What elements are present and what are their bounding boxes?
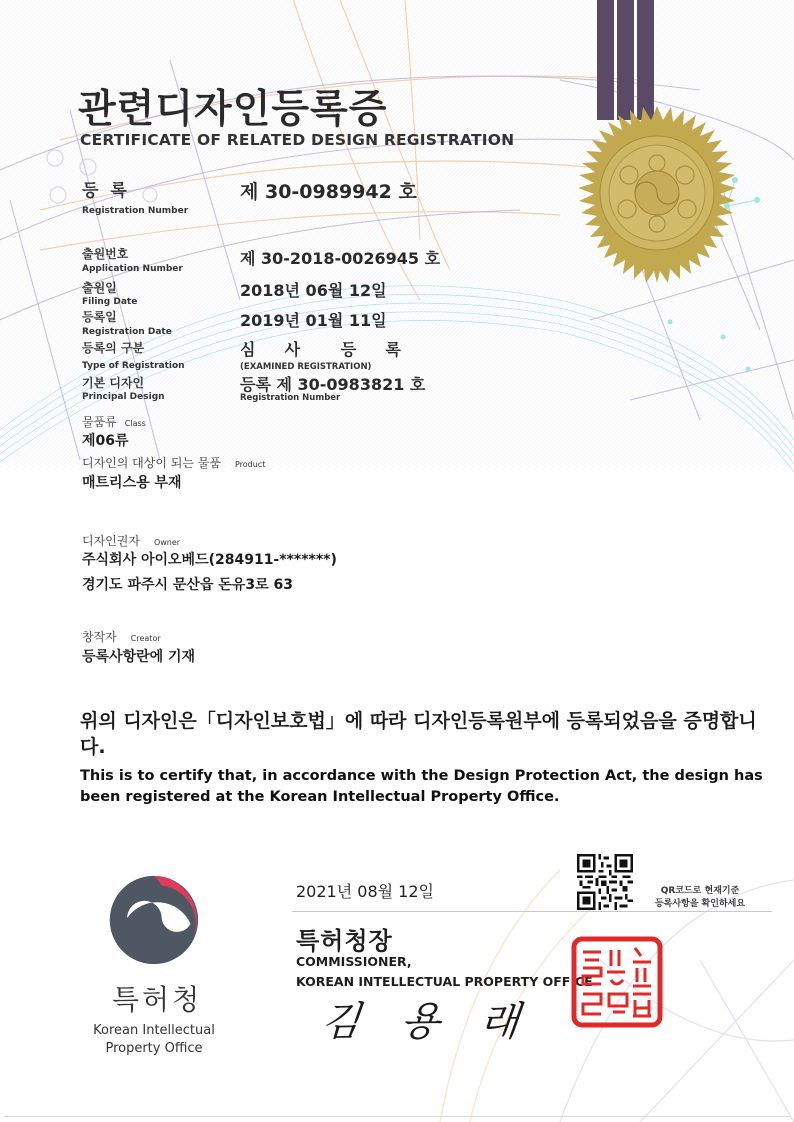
owner-label-en: Owner [153,538,181,547]
qr-code-icon[interactable] [577,854,633,910]
product-label [82,452,265,471]
owner-label-ko: 디자인권자 [82,534,140,548]
registration-date-value: 2019년 01월 11일 [240,311,387,330]
qr-text-line1: QR코드로 현재기준 [660,886,740,896]
signature-divider [292,911,772,912]
creator-label [82,626,161,645]
kipo-name-en: Korean Intellectual Property Office [93,1023,215,1056]
owner-label [82,530,180,549]
issue-date: 2021년 08월 12일 [296,882,434,901]
owner-name: 주식회사 아이오베드(284911-*******) [82,552,337,568]
commissioner-title-ko: 특허청장 [296,927,393,955]
application-number-label-en: Application Number [82,264,183,274]
filing-date-label-en: Filing Date [82,297,138,307]
commissioner-signature: 김 용 래 [319,999,536,1045]
registration-type-label-en: Type of Registration [82,361,185,371]
registration-date-label-en: Registration Date [82,327,172,337]
principal-design-value: 등록 제 30-0983821 호 [240,375,426,394]
product-label-en: Product [234,460,266,469]
product-value: 매트리스용 부재 [82,475,182,491]
certificate-title-en: CERTIFICATE OF RELATED DESIGN REGISTRATION [80,131,515,149]
owner-address: 경기도 파주시 문산읍 돈유3로 63 [82,577,294,593]
page-bottom-edge [4,1116,790,1117]
office-name-en: KOREAN INTELLECTUAL PROPERTY OFFICE [296,974,593,989]
qr-instructions [638,885,762,911]
creator-label-en: Creator [130,634,161,643]
kipo-name-ko: 특허청 [112,983,203,1016]
filing-date-value: 2018년 06월 12일 [240,281,387,300]
official-red-seal-icon [571,936,663,1028]
principal-design-sub: Registration Number [240,393,341,403]
class-label [82,411,146,430]
principal-design-label-ko: 기본 디자인 [82,376,145,390]
registration-date-label-ko: 등록일 [82,310,117,324]
qr-text-line2: 등록사항을 확인하세요 [654,899,746,909]
kipo-taegeuk-logo-icon [106,872,202,968]
class-value: 제06류 [82,433,129,449]
application-number-label-ko: 출원번호 [82,247,129,261]
class-label-ko: 물품류 [82,415,117,429]
registration-number: 제 30-0989942 호 [240,181,417,203]
commissioner-title-en: COMMISSIONER, [296,954,412,969]
certification-text-ko: 위의 디자인은「디자인보호법」에 따라 디자인등록원부에 등록되었음을 증명합니다. [80,710,757,758]
creator-label-ko: 창작자 [82,630,117,644]
class-label-en: Class [124,419,146,428]
registration-type-sub: (EXAMINED REGISTRATION) [240,362,372,372]
product-label-ko: 디자인의 대상이 되는 물품 [82,456,221,470]
registration-type-label-ko: 등록의 구분 [82,341,145,355]
gold-seal-medal-icon [557,0,737,300]
application-number-value: 제 30-2018-0026945 호 [240,249,441,268]
registration-label-en: Registration Number [82,206,189,216]
registration-label-ko: 등 록 [82,181,130,201]
principal-design-label-en: Principal Design [82,392,165,402]
creator-value: 등록사항란에 기재 [82,649,196,665]
filing-date-label-ko: 출원일 [82,281,117,295]
certificate-title-ko: 관련디자인등록증 [78,87,388,132]
registration-type-value: 심 사 등 록 [240,340,407,359]
certification-text-en: This is to certify that, in accordance with the Design Protection Act, the design has been registered at the Korean Intellectual Property Office. [80,768,763,805]
